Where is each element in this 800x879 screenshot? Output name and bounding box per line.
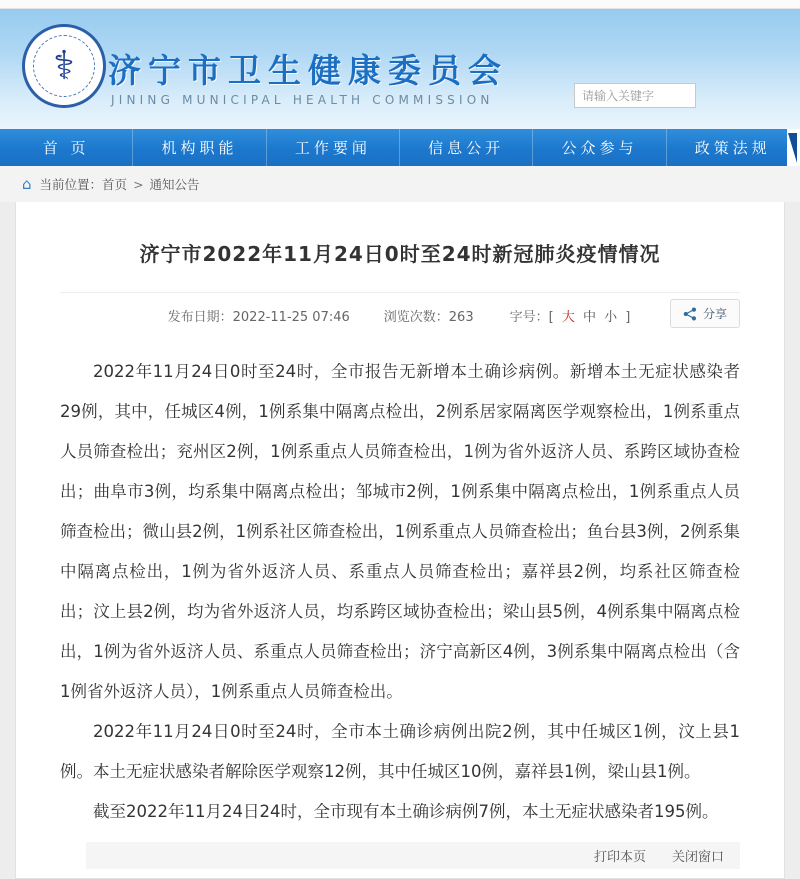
nav-item-functions[interactable]: 机构职能 [133, 129, 266, 166]
article-title: 济宁市2022年11月24日0时至24时新冠肺炎疫情情况 [139, 242, 661, 266]
caduceus-icon: ⚕ [33, 35, 95, 97]
nav-item-policies[interactable]: 政策法规 [667, 129, 800, 166]
close-window-link[interactable]: 关闭窗口 [671, 850, 724, 865]
search-input[interactable] [574, 83, 696, 108]
site-header [0, 9, 800, 129]
article-card [15, 202, 785, 879]
site-title: 济宁市卫生健康委员会 [108, 51, 508, 90]
breadcrumb [0, 166, 800, 202]
nav-corner-decoration [787, 129, 800, 166]
home-icon: ⌂ [22, 175, 32, 193]
fontsize-control [508, 306, 633, 325]
nav-item-home[interactable]: 首 页 [0, 129, 133, 166]
nav-item-public-participation[interactable]: 公众参与 [533, 129, 666, 166]
site-subtitle: JINING MUNICIPAL HEALTH COMMISSION [111, 93, 494, 107]
nav-item-work-news[interactable]: 工作要闻 [267, 129, 400, 166]
print-page-link[interactable]: 打印本页 [593, 850, 646, 865]
paragraph: 2022年11月24日0时至24时，全市本土确诊病例出院2例，其中任城区1例，汶上县1例。本土无症状感染者解除医学观察12例，其中任城区10例，嘉祥县1例，梁山县1例。 [60, 722, 740, 781]
fontsize-label: 字号：[ [509, 310, 554, 325]
fontsize-medium-button[interactable]: 中 [582, 310, 596, 325]
breadcrumb-current[interactable]: 通知公告 [149, 177, 200, 192]
site-logo [22, 24, 106, 108]
breadcrumb-separator: > [133, 176, 144, 192]
fontsize-bracket-close: ] [625, 310, 631, 325]
article-footer-bar [86, 842, 740, 869]
article-body [60, 352, 740, 832]
breadcrumb-prefix: 当前位置： [39, 177, 103, 192]
share-label: 分享 [702, 307, 727, 321]
share-button[interactable] [670, 299, 740, 328]
nav-item-info-disclosure[interactable]: 信息公开 [400, 129, 533, 166]
top-strip [0, 0, 800, 9]
main-nav [0, 129, 800, 166]
publish-date: 发布日期：2022-11-25 07:46 [167, 310, 350, 325]
fontsize-large-button[interactable]: 大 [561, 310, 575, 325]
view-count: 浏览次数：263 [383, 310, 474, 325]
paragraph: 2022年11月24日0时至24时，全市报告无新增本土确诊病例。新增本土无症状感染者29例，其中，任城区4例，1例系集中隔离点检出，2例系居家隔离医学观察检出，1例系重点人员筛查检出；兖州区2例，1例系重点人员筛查检出，1例为省外返济人员、系跨区域协查检出；曲阜市3例，均系集中隔离点检出；邹城市2例，1例系集中隔离点检出，1例系重点人员筛查检出；微山县2例，1例系社区筛查检出，1例系重点人员筛查检出；鱼台县3例，2例系集中隔离点检出，1例为省外返济人员、系重点人员筛查检出；嘉祥县2例，均系社区筛查检出；汶上县2例，均为省外返济人员，均系跨区域协查检出；梁山县5例，4例系集中隔离点检出，1例为省外返济人员、系重点人员筛查检出；济宁高新区4例，3例系集中隔离点检出（含1例省外返济人员），1例系重点人员筛查检出。 [60, 362, 740, 701]
share-icon [683, 307, 697, 321]
paragraph: 截至2022年11月24日24时，全市现有本土确诊病例7例，本土无症状感染者195例。 [93, 802, 719, 821]
article-meta [60, 292, 740, 335]
breadcrumb-home-link[interactable]: 首页 [102, 177, 128, 192]
fontsize-small-button[interactable]: 小 [604, 310, 618, 325]
